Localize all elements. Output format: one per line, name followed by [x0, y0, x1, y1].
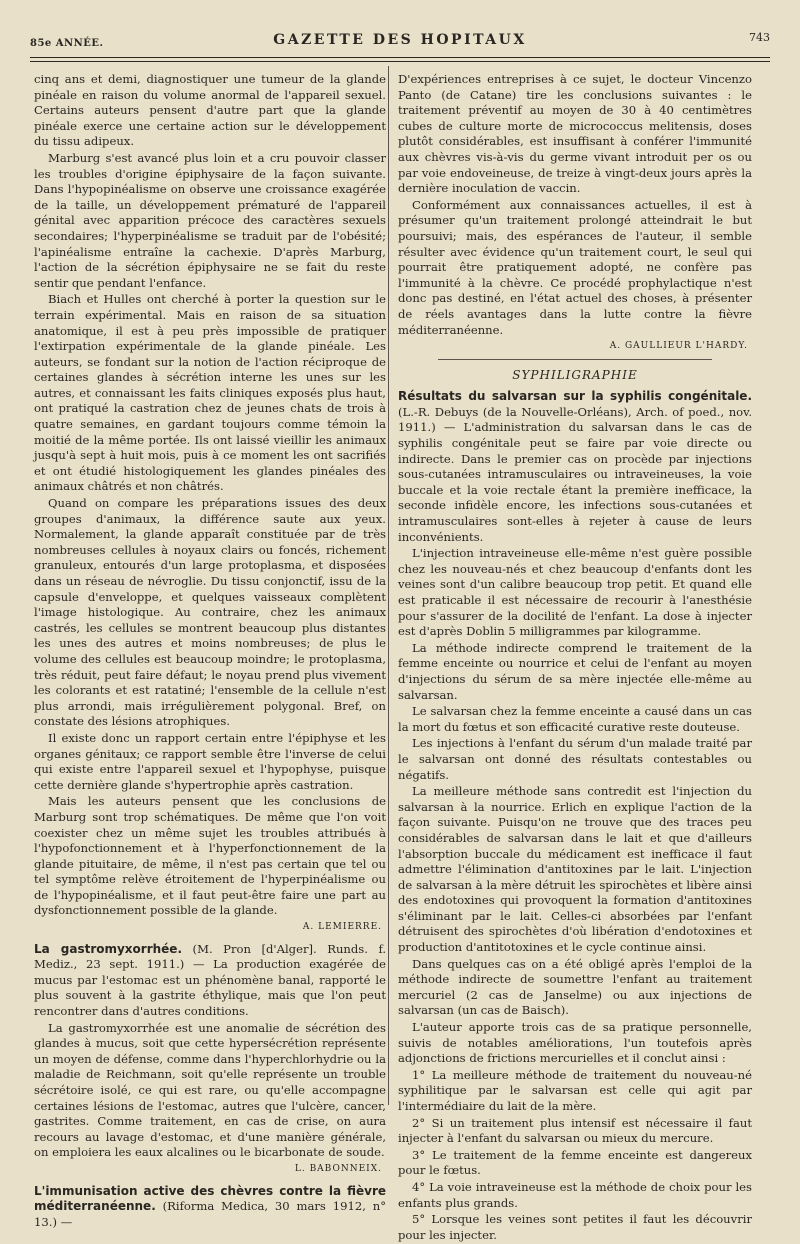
section-heading: SYPHILIGRAPHIE — [512, 367, 638, 382]
article-title: La gastromyxorrhée. — [34, 941, 183, 956]
volume-label: 85e ANNÉE. — [30, 38, 104, 49]
article-reference: (M. Pron [d'Alger]. Runds. f. Mediz., 23 sept. 1911.) — [34, 941, 387, 972]
header-rule — [30, 57, 770, 58]
left-column — [34, 72, 386, 1231]
article-gastromyxorrhee — [34, 942, 386, 1178]
paragraph: Dans quelques cas on a été obligé après l'emploi de la méthode indirecte de soumettre l'enfant au traitement mercuriel (2 cas de Janselme) ou aux injections de salvarsan (un cas de Baisch). — [398, 956, 752, 1018]
paragraph: L'injection intraveineuse elle-même n'est guère possible chez les nouveau-nés et chez beaucoup d'enfants dont les veines sont d'un calibre beaucoup trop petit. Et quand elle est praticable il est nécessaire de recourir à l'anesthésie pour s'assurer de la docilité de l'enfant. La dose à injecter est d'après Doblin 5 milligrammes par kilogramme. — [398, 546, 752, 639]
paragraph: Biach et Hulles ont cherché à porter la question sur le terrain expérimental. Mais en raison de sa situation anatomique, il est à peu près impossible de pratiquer l'extirpation expérimentale de la glande pinéale. Les auteurs, se fondant sur la notion de l'action réciproque de certaines glandes à sécrétion interne les unes sur les autres, et connaissant les faits cliniques exposés plus haut, ont pratiqué la castration chez de jeunes chats de trois à quatre semaines, en gardant toujours comme témoin la moitié de la même portée. Ils ont laissé vieillir les animaux jusqu'à sept à huit mois, puis à ce moment les ont sacrifiés et ont étudié histologiquement les glandes pinéales des animaux châtrés et non châtrés. — [34, 292, 386, 494]
article-immunisation — [34, 1184, 386, 1231]
paragraph: Il existe donc un rapport certain entre l'épiphyse et les organes génitaux; ce rapport semble être l'inverse de celui qui existe entre l'appareil sexuel et l'hypophyse, puisque cette dernière glande s'hypertrophie après castration. — [34, 730, 386, 792]
conclusion-item: 5° Lorsque les veines sont petites il faut les découvrir pour les injecter. — [398, 1212, 752, 1242]
article-reference: (L.-R. Debuys (de la Nouvelle-Orléans), Arch. of poed., nov. 1911.) — [398, 404, 752, 435]
section-rule — [438, 359, 712, 360]
page-number: 743 — [749, 31, 770, 44]
journal-title: GAZETTE DES HOPITAUX — [273, 32, 527, 48]
article-title: L'immunisation active des chèvres contre la fièvre méditerranéenne. — [34, 1183, 386, 1214]
paragraph: Les injections à l'enfant du sérum d'un malade traité par le salvarsan ont donné des résultats contestables ou négatifs. — [398, 736, 752, 782]
header-rule-thin — [30, 61, 770, 62]
paragraph: La méthode indirecte comprend le traitement de la femme enceinte ou nourrice et celui de l'enfant au moyen d'injections du sérum de sa mère injectée elle-même au salvarsan. — [398, 640, 752, 702]
paragraph: D'expériences entreprises à ce sujet, le docteur Vincenzo Panto (de Catane) tire les conclusions suivantes : le traitement préventif au moyen de 30 à 40 centimètres cubes de culture morte de micrococcus melitensis, doses plutôt considérables, est insuffisant à conférer l'immunité aux chèvres vis-à-vis du germe vivant introduit per os ou par voie endoveineuse, de treize à vingt-deux jours après la dernière inoculation de vaccin. — [398, 72, 752, 196]
paragraph: Le salvarsan chez la femme enceinte a causé dans un cas la mort du fœtus et son efficacité curative reste douteuse. — [398, 704, 752, 734]
article-title: Résultats du salvarsan sur la syphilis congénitale. — [398, 389, 752, 404]
author-signature: L. BABONNEIX. — [294, 1163, 382, 1174]
paragraph: La meilleure méthode sans contredit est l'injection du salvarsan à la nourrice. Erlich en explique l'action de la façon suivante. Puisqu'on ne trouve que des traces peu considérables de salvarsan dans le lait et que d'ailleurs l'absorption buccale du médicament est inefficace il faut admettre l'élimination d'antitoxines par le lait. L'injection de salvarsan à la mère détruit les spirochètes et libère ainsi des endotoxines qui provoquent la formation d'antitoxines s'éliminant par le lait. Celles-ci absorbées par l'enfant détruisent des spirochètes d'où libération d'endotoxines et production d'antitotoxines et le cycle continue ainsi. — [398, 784, 752, 955]
column-separator — [388, 66, 389, 1105]
paragraph: cinq ans et demi, diagnostiquer une tumeur de la glande pinéale en raison du volume anormal de l'appareil sexuel. Certains auteurs pensent d'autre part que la glande pinéale exerce une certaine action sur le développement du tissu adipeux. — [34, 72, 386, 149]
conclusion-item: 4° La voie intraveineuse est la méthode de choix pour les enfants plus grands. — [398, 1179, 752, 1210]
page-header — [30, 28, 770, 56]
paragraph: — La production exagérée de mucus par l'estomac est un phénomène banal, rapporté le plus souvent à la gastrite éthylique, mais que l'on peut rencontrer dans d'autres conditions. — [34, 957, 386, 1019]
author-signature: A. LEMIERRE. — [302, 922, 382, 933]
conclusion-item: 1° La meilleure méthode de traitement du nouveau-né syphilitique par le salvarsan est celle qui agit par l'intermédiaire du lait de la mère. — [398, 1067, 752, 1113]
paragraph: Marburg s'est avancé plus loin et a cru pouvoir classer les troubles d'origine épiphysaire de la façon suivante. Dans l'hypopinéalisme on observe une croissance exagérée de la taille, un développement prématuré de l'appareil génital avec apparition précoce des caractères sexuels secondaires; l'hyperpinéalisme se traduit par de l'obésité; l'apinéalisme entraîne la cachexie. D'après Marburg, l'action de la sécrétion épiphysaire ne se fait du reste sentir que pendant l'enfance. — [34, 150, 386, 290]
conclusion-item: 3° Le traitement de la femme enceinte est dangereux pour le fœtus. — [398, 1147, 752, 1178]
conclusion-item: 2° Si un traitement plus intensif est nécessaire il faut injecter à l'enfant du salvarsan ou mieux du mercure. — [398, 1115, 752, 1146]
paragraph: L'auteur apporte trois cas de sa pratique personnelle, suivis de notables améliorations, l'un toutefois après adjonctions de frictions mercurielles et il conclut ainsi : — [398, 1020, 752, 1066]
paragraph: La gastromyxorrhée est une anomalie de sécrétion des glandes à mucus, soit que cette hypersécrétion représente un moyen de défense, comme dans l'hyperchlorhydrie ou la maladie de Reichmann, soit qu'elle représente un trouble sécrétoire isolé, ce qui est rare, ou qu'elle accompagne certaines lésions de l'estomac, autres que l'ulcère, cancer, gastrites. Comme traitement, en cas de crise, on aura recours au lavage d'estomac, et d'une manière générale, on emploiera les eaux alcalines ou le bicarbonate de soude. — [34, 1020, 386, 1160]
paragraph: — L'administration du salvarsan dans le cas de syphilis congénitale peut se faire par voie directe ou indirecte. Dans le premier cas on procède par injections sous-cutanées intramusculaires ou intraveineuses, la voie buccale et la voie rectale étant la première inefficace, la seconde infidèle encore, les infections sous-cutanées et intramusculaires sont-elles à rejeter à cause de leurs inconvénients. — [398, 420, 752, 544]
article-reference: (Riforma Medica, 30 mars 1912, n° 13.) — — [34, 1199, 387, 1229]
author-signature: A. GAULLIEUR L'HARDY. — [609, 341, 748, 352]
paragraph: Mais les auteurs pensent que les conclusions de Marburg sont trop schématiques. De même que l'on voit coexister chez un même sujet les troubles attribués à l'hypofonctionnement et à l'hyperfonctionnement de la glande pituitaire, de même, il n'est pas certain que tel ou tel symptôme relève étroitement de l'hyperpinéalisme ou de l'hypopinéalisme, et il faut peut-être faire une part au dysfonctionnement possible de la glande. — [34, 794, 386, 918]
paragraph: Quand on compare les préparations issues des deux groupes d'animaux, la différence saute aux yeux. Normalement, la glande apparaît constituée par de très nombreuses cellules à noyaux clairs ou foncés, richement granuleux, entourés d'un large protoplasma, et disposées dans un réseau de névroglie. Du tissu conjonctif, issu de la capsule d'enveloppe, et quelques vaisseaux complètent l'image histologique. Au contraire, chez les animaux castrés, les cellules se montrent beaucoup plus distantes les unes des autres et moins nombreuses; de plus le volume des cellules est beaucoup moindre; le protoplasma, très réduit, peut faire défaut; le noyau prend plus vivement les colorants et est ratatiné; l'ensemble de la cellule n'est plus arrondi, mais irrégulièrement polygonal. Bref, on constate des lésions atrophiques. — [34, 496, 386, 729]
paragraph: Conformément aux connaissances actuelles, il est à présumer qu'un traitement prolongé atteindrait le but poursuivi; mais, des espérances de l'auteur, il semble résulter avec évidence qu'un traitement court, le seul qui pourrait être pratiquement adopté, ne confère pas l'immunité à la chèvre. Ce procédé prophylactique n'est donc pas destiné, en l'état actuel des choses, à présenter de réels avantages dans la lutte contre la fièvre méditerranéenne. — [398, 197, 752, 337]
right-column — [398, 72, 752, 1244]
